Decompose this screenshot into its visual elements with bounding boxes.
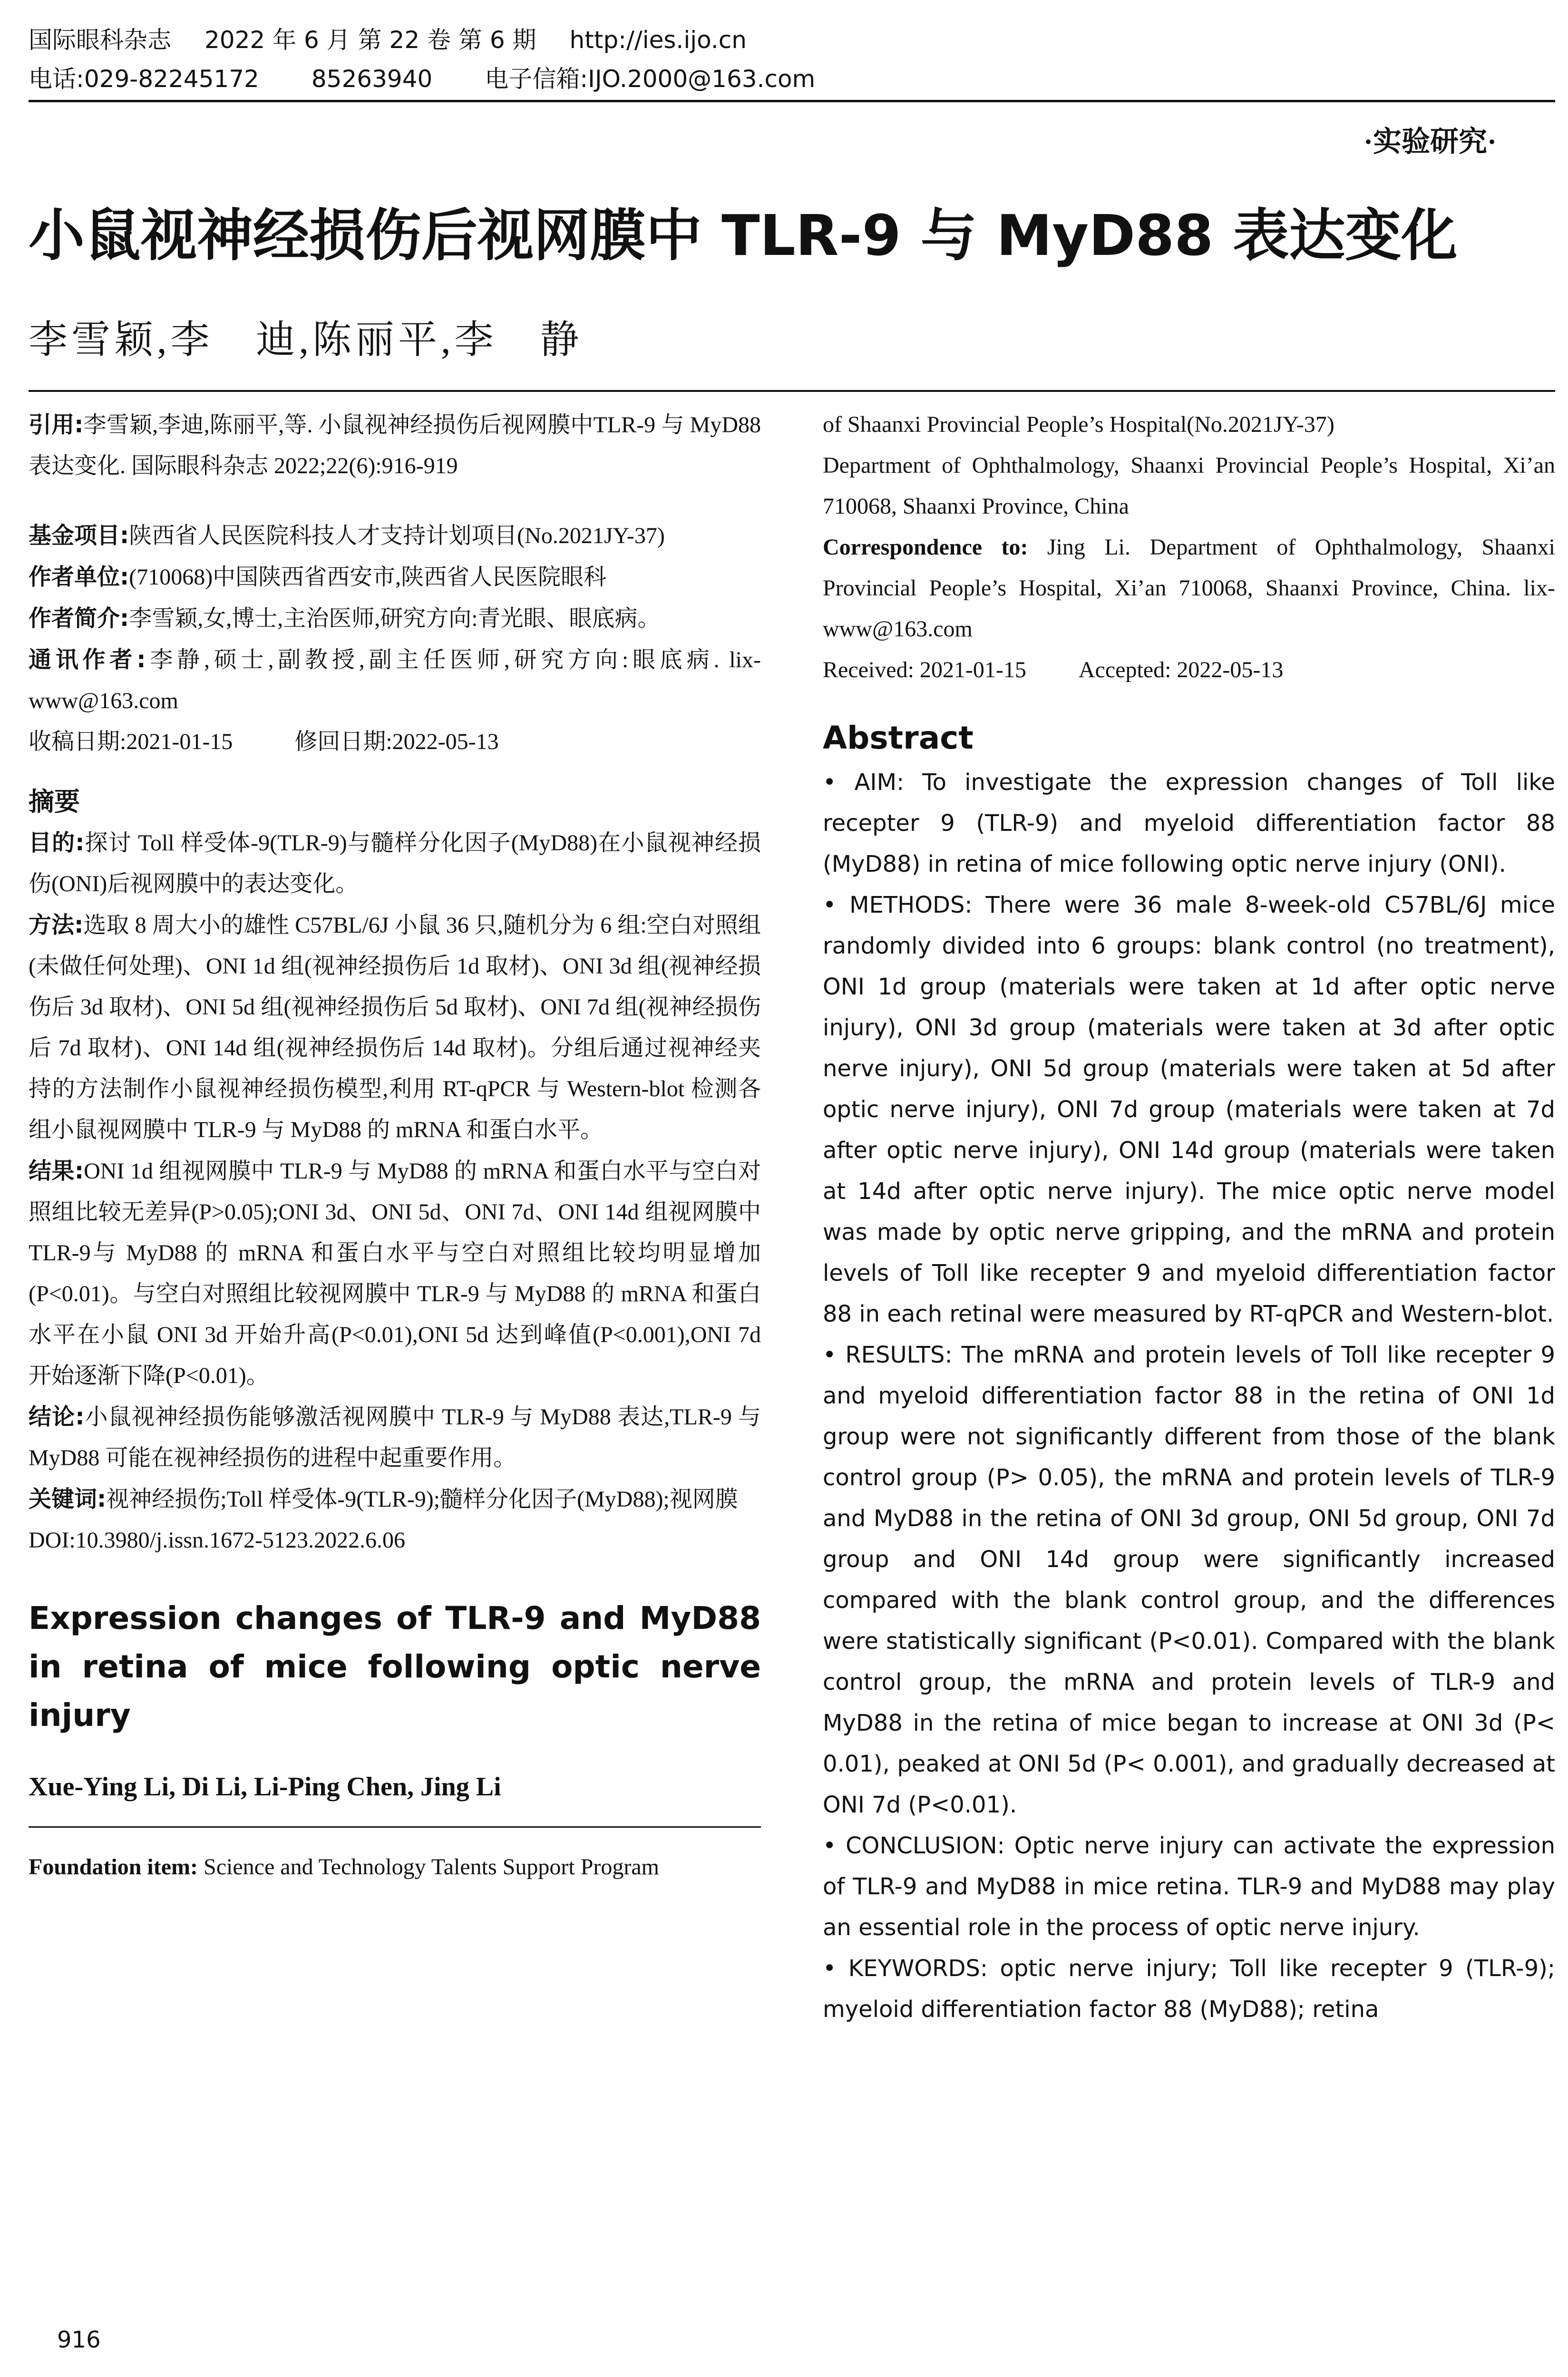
- keywords-text-en: optic nerve injury; Toll like recepter 9 (TLR-9); myeloid differentiation factor 88 (MyD88); retina: [823, 1955, 1556, 2023]
- keywords-text-cn: 视神经损伤;Toll 样受体-9(TLR-9);髓样分化因子(MyD88);视网膜: [106, 1487, 738, 1512]
- abstract-heading-cn: 摘要: [29, 787, 80, 817]
- correspondence: [823, 527, 1555, 650]
- author-unit: [29, 556, 761, 598]
- results-label-cn: 结果:: [29, 1158, 84, 1184]
- corr-label: 通讯作者:: [29, 646, 146, 673]
- english-abstract: [823, 762, 1555, 2030]
- dates-en: [823, 650, 1555, 691]
- results-cn: [29, 1150, 761, 1396]
- authors-divider: [29, 390, 1555, 392]
- keywords-cn: [29, 1479, 761, 1520]
- fund: [29, 515, 761, 556]
- conclusion-en: [823, 1825, 1555, 1948]
- conclusion-cn: [29, 1396, 761, 1479]
- paper-title: 小鼠视神经损伤后视网膜中 TLR-9 与 MyD88 表达变化: [29, 203, 1458, 268]
- left-column: [29, 404, 761, 1888]
- methods-label-cn: 方法:: [29, 912, 84, 938]
- journal-phone: 电话:029-82245172: [29, 65, 259, 93]
- methods-text-cn: 选取 8 周大小的雄性 C57BL/6J 小鼠 36 只,随机分为 6 组:空白对照组(未做任何处理)、ONI 1d 组(视神经损伤后 1d 取材)、ONI 3d 组(视神经损伤后 3d 取材)、ONI 5d 组(视神经损伤后 5d 取材)、ONI 7d 组(视神经损伤后 7d 取材)、ONI 14d 组(视神经损伤后 14d 取材)。分组后通过视神经夹持的方法制作小鼠视神经损伤模型,利用 RT-qPCR 与 Western-blot 检测各组小鼠视网膜中 TLR-9 与 MyD88 的 mRNA 和蛋白水平。: [29, 913, 761, 1142]
- dates-cn: [29, 721, 761, 762]
- conclusion-text-cn: 小鼠视神经损伤能够激活视网膜中 TLR-9 与 MyD88 表达,TLR-9 与 MyD88 可能在视神经损伤的进程中起重要作用。: [29, 1404, 761, 1471]
- english-title: Expression changes of TLR-9 and MyD88 in retina of mice following optic nerve injury: [29, 1600, 761, 1734]
- received-date-cn: 收稿日期:2021-01-15: [29, 729, 233, 754]
- english-authors-divider: [29, 1826, 761, 1828]
- section-label: ·实验研究·: [1363, 126, 1497, 157]
- abstract-heading: Abstract: [823, 720, 974, 756]
- results-label-en: • RESULTS:: [823, 1342, 953, 1368]
- methods-cn: [29, 905, 761, 1150]
- fund-label: 基金项目:: [29, 522, 129, 549]
- citation-text: 李雪颖,李迪,陈丽平,等. 小鼠视神经损伤后视网膜中TLR-9 与 MyD88 表达变化. 国际眼科杂志 2022;22(6):916-919: [29, 412, 761, 478]
- bio-text: 李雪颖,女,博士,主治医师,研究方向:青光眼、眼底病。: [129, 606, 661, 631]
- foundation-text: Science and Technology Talents Support Program: [204, 1854, 659, 1880]
- department-address: Department of Ophthalmology, Shaanxi Provincial People’s Hospital, Xi’an 710068, Shaanxi Province, China: [823, 453, 1555, 519]
- journal-email[interactable]: 电子信箱:IJO.2000@163.com: [485, 65, 816, 93]
- conclusion-label-cn: 结论:: [29, 1403, 85, 1430]
- methods-text-en: There were 36 male 8-week-old C57BL/6J mice randomly divided into 6 groups: blank control (no treatment), ONI 1d group (materials were taken at 1d after optic nerve injury), ONI 3d group (materials were taken at 3d after optic nerve injury), ONI 5d group (materials were taken at 5d after optic nerve injury), ONI 7d group (materials were taken at 7d after optic nerve injury), ONI 14d group (materials were taken at 14d after optic nerve injury). The mice optic nerve model was made by optic nerve gripping, and the mRNA and protein levels of Toll like recepter 9 and myeloid differentiation factor 88 in each retinal were measured by RT-qPCR and Western-blot.: [823, 892, 1556, 1327]
- keywords-label-en: • KEYWORDS:: [823, 1955, 988, 1982]
- results-text-cn: ONI 1d 组视网膜中 TLR-9 与 MyD88 的 mRNA 和蛋白水平与空白对照组比较无差异(P>0.05);ONI 3d、ONI 5d、ONI 7d、ONI 14d 组视网膜中TLR-9与 MyD88 的 mRNA 和蛋白水平与空白对照组比较均明显增加(P<0.01)。与空白对照组比较视网膜中 TLR-9 与 MyD88 的 mRNA 和蛋白水平在小鼠 ONI 3d 开始升高(P<0.01),ONI 5d 达到峰值(P<0.001),ONI 7d 开始逐渐下降(P<0.01)。: [29, 1159, 761, 1388]
- bio-label: 作者简介:: [29, 605, 129, 632]
- fund-text: 陕西省人民医院科技人才支持计划项目(No.2021JY-37): [129, 523, 665, 548]
- corr-text: 李静,硕士,副教授,副主任医师,研究方向:眼底病. lix-www@163.com: [29, 647, 761, 713]
- correspondence-text: Jing Li. Department of Ophthalmology, Shaanxi Provincial People’s Hospital, Xi’an 710068, Shaanxi Province, China. lix-www@163.com: [823, 535, 1556, 642]
- journal-header-line: [29, 25, 780, 55]
- foundation-label: Foundation item:: [29, 1854, 198, 1880]
- right-column: [823, 404, 1555, 2030]
- aim-label-en: • AIM:: [823, 769, 905, 796]
- accepted-date: Accepted: 2022-05-13: [1078, 657, 1284, 682]
- foundation-continued: of Shaanxi Provincial People’s Hospital(No.2021JY-37): [823, 412, 1334, 437]
- received-date: Received: 2021-01-15: [823, 657, 1026, 682]
- keywords-en: [823, 1948, 1555, 2030]
- aim-en: [823, 762, 1555, 885]
- unit-text: (710068)中国陕西省西安市,陕西省人民医院眼科: [129, 565, 607, 590]
- citation-label: 引用:: [29, 411, 84, 438]
- aim-cn: [29, 822, 761, 905]
- author-bio: [29, 598, 761, 639]
- results-text-en: The mRNA and protein levels of Toll like recepter 9 and myeloid differentiation factor 88 in the retina of ONI 1d group were not significantly different from those of the blank control group (P> 0.05), the mRNA and protein levels of TLR-9 and MyD88 in the retina of ONI 3d group, ONI 5d group, ONI 7d group and ONI 14d group were significantly increased compared with the blank control group, and the differences were statistically significant (P<0.01). Compared with the blank control group, the mRNA and protein levels of TLR-9 and MyD88 in the retina of mice began to increase at ONI 3d (P< 0.01), peaked at ONI 5d (P< 0.001), and gradually decreased at ONI 7d (P<0.01).: [823, 1342, 1555, 1818]
- results-en: [823, 1335, 1555, 1825]
- keywords-label-cn: 关键词:: [29, 1486, 107, 1512]
- doi[interactable]: DOI:10.3980/j.issn.1672-5123.2022.6.06: [29, 1528, 405, 1553]
- methods-label-en: • METHODS:: [823, 892, 973, 918]
- aim-text-en: To investigate the expression changes of Toll like recepter 9 (TLR-9) and myeloid differentiation factor 88 (MyD88) in retina of mice following optic nerve injury (ONI).: [823, 769, 1555, 877]
- journal-phone-2: 85263940: [311, 65, 433, 93]
- correspondence-label: Correspondence to:: [823, 535, 1028, 560]
- aim-text-cn: 探讨 Toll 样受体-9(TLR-9)与髓样分化因子(MyD88)在小鼠视神经损伤(ONI)后视网膜中的表达变化。: [29, 830, 761, 896]
- methods-en: [823, 885, 1555, 1335]
- conclusion-text-en: Optic nerve injury can activate the expression of TLR-9 and MyD88 in mice retina. TLR-9 and MyD88 may play an essential role in the process of optic nerve injury.: [823, 1832, 1555, 1941]
- journal-url[interactable]: http://ies.ijo.cn: [569, 26, 747, 54]
- citation: [29, 404, 761, 487]
- corresponding-author: [29, 639, 761, 721]
- journal-contact-line: [29, 64, 867, 94]
- aim-label-cn: 目的:: [29, 829, 85, 856]
- revised-date-cn: 修回日期:2022-05-13: [294, 729, 499, 754]
- authors-chinese: 李雪颖,李 迪,陈丽平,李 静: [29, 318, 583, 361]
- conclusion-label-en: • CONCLUSION:: [823, 1832, 1005, 1859]
- journal-issue: 2022 年 6 月 第 22 卷 第 6 期: [205, 26, 536, 54]
- header-divider: [29, 100, 1555, 102]
- foundation-item: [29, 1847, 761, 1888]
- unit-label: 作者单位:: [29, 564, 129, 590]
- english-authors: Xue-Ying Li, Di Li, Li-Ping Chen, Jing Li: [29, 1772, 501, 1802]
- journal-name: 国际眼科杂志: [29, 26, 171, 54]
- page-number: 916: [57, 2327, 101, 2353]
